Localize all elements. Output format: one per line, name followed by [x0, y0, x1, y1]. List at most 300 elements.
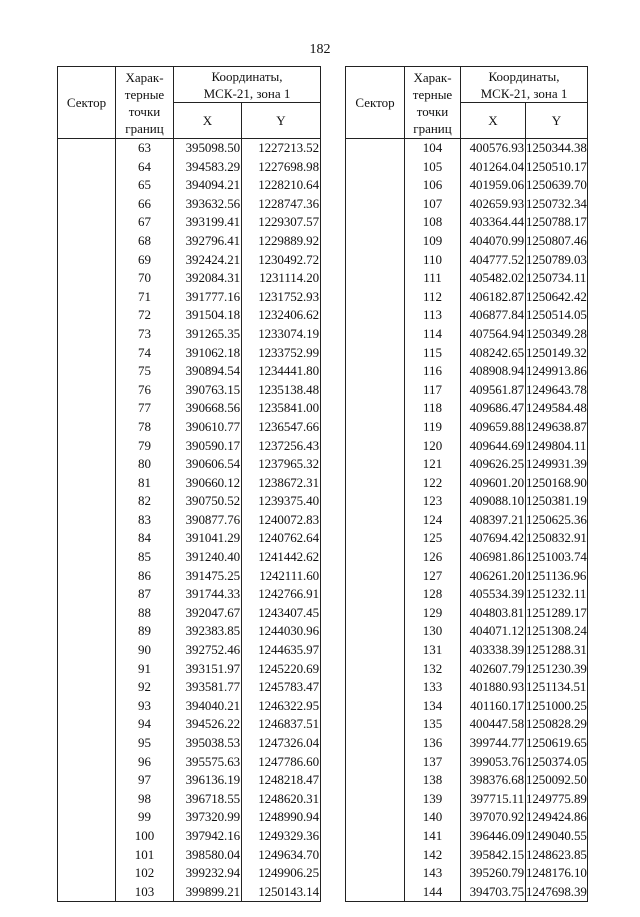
table-row	[58, 715, 321, 734]
point-number: 108	[405, 213, 461, 232]
sector-cell	[346, 771, 405, 790]
x-coordinate: 394526.22	[174, 715, 242, 734]
x-coordinate: 400576.93	[461, 139, 526, 158]
points-header-line-2: терные	[412, 86, 453, 102]
table-row	[346, 883, 588, 902]
sector-cell	[346, 641, 405, 660]
sector-cell	[346, 734, 405, 753]
point-number: 112	[405, 288, 461, 307]
sector-cell	[58, 455, 116, 474]
table-row	[58, 790, 321, 809]
x-coordinate: 395842.15	[461, 846, 526, 865]
table-row	[346, 306, 588, 325]
sector-cell	[346, 455, 405, 474]
x-coordinate: 392383.85	[174, 622, 242, 641]
y-coordinate: 1250349.28	[526, 325, 588, 344]
x-coordinate: 404071.12	[461, 622, 526, 641]
y-coordinate: 1234441.80	[242, 362, 321, 381]
y-coordinate: 1238672.31	[242, 474, 321, 493]
sector-cell	[58, 790, 116, 809]
table-row	[58, 362, 321, 381]
x-coordinate: 397942.16	[174, 827, 242, 846]
x-coordinate: 409601.20	[461, 474, 526, 493]
point-number: 99	[116, 808, 174, 827]
y-coordinate: 1245220.69	[242, 660, 321, 679]
point-number: 100	[116, 827, 174, 846]
point-number: 101	[116, 846, 174, 865]
y-coordinate: 1249424.86	[526, 808, 588, 827]
x-header: X	[461, 103, 526, 139]
y-coordinate: 1251230.39	[526, 660, 588, 679]
y-coordinate: 1249638.87	[526, 418, 588, 437]
sector-cell	[58, 362, 116, 381]
x-coordinate: 397715.11	[461, 790, 526, 809]
point-number: 95	[116, 734, 174, 753]
point-number: 116	[405, 362, 461, 381]
coordinates-table-right	[345, 66, 588, 902]
table-row	[346, 715, 588, 734]
sector-cell	[58, 306, 116, 325]
point-number: 83	[116, 511, 174, 530]
y-coordinate: 1247326.04	[242, 734, 321, 753]
point-number: 106	[405, 176, 461, 195]
y-coordinate: 1250828.29	[526, 715, 588, 734]
table-row	[346, 753, 588, 772]
point-number: 142	[405, 846, 461, 865]
x-coordinate: 390877.76	[174, 511, 242, 530]
sector-cell	[346, 585, 405, 604]
table-row	[58, 399, 321, 418]
y-coordinate: 1240762.64	[242, 529, 321, 548]
point-number: 66	[116, 195, 174, 214]
y-coordinate: 1251136.96	[526, 567, 588, 586]
table-row	[58, 511, 321, 530]
y-coordinate: 1250619.65	[526, 734, 588, 753]
point-number: 89	[116, 622, 174, 641]
table-row	[58, 158, 321, 177]
sector-cell	[58, 232, 116, 251]
sector-cell	[346, 604, 405, 623]
x-coordinate: 406981.86	[461, 548, 526, 567]
sector-cell	[346, 474, 405, 493]
y-coordinate: 1227213.52	[242, 139, 321, 158]
sector-cell	[346, 678, 405, 697]
x-coordinate: 391265.35	[174, 325, 242, 344]
sector-cell	[346, 344, 405, 363]
sector-cell	[58, 213, 116, 232]
points-header-line-1: Харак-	[413, 69, 452, 85]
x-coordinate: 394703.75	[461, 883, 526, 902]
point-number: 75	[116, 362, 174, 381]
coordinates-header-line-1: Координаты,	[488, 68, 560, 84]
y-coordinate: 1247786.60	[242, 753, 321, 772]
sector-cell	[346, 808, 405, 827]
y-coordinate: 1229307.57	[242, 213, 321, 232]
y-coordinate: 1243407.45	[242, 604, 321, 623]
table-row	[346, 251, 588, 270]
point-number: 117	[405, 381, 461, 400]
points-header-line-4: границ	[413, 120, 452, 136]
point-number: 113	[405, 306, 461, 325]
y-coordinate: 1249040.55	[526, 827, 588, 846]
y-coordinate: 1251288.31	[526, 641, 588, 660]
point-number: 138	[405, 771, 461, 790]
x-coordinate: 395575.63	[174, 753, 242, 772]
x-coordinate: 392424.21	[174, 251, 242, 270]
sector-cell	[58, 269, 116, 288]
sector-cell	[58, 158, 116, 177]
table-row	[346, 585, 588, 604]
point-number: 131	[405, 641, 461, 660]
boundary-points-header	[405, 67, 461, 139]
table-row	[58, 864, 321, 883]
sector-cell	[346, 790, 405, 809]
x-coordinate: 390668.56	[174, 399, 242, 418]
y-coordinate: 1236547.66	[242, 418, 321, 437]
point-number: 139	[405, 790, 461, 809]
table-row	[58, 697, 321, 716]
x-coordinate: 391240.40	[174, 548, 242, 567]
sector-cell	[346, 269, 405, 288]
x-coordinate: 401959.06	[461, 176, 526, 195]
y-coordinate: 1250625.36	[526, 511, 588, 530]
x-coordinate: 404070.99	[461, 232, 526, 251]
coordinates-table-left	[57, 66, 321, 902]
y-coordinate: 1250092.50	[526, 771, 588, 790]
point-number: 105	[405, 158, 461, 177]
sector-cell	[346, 660, 405, 679]
sector-cell	[58, 511, 116, 530]
x-coordinate: 397070.92	[461, 808, 526, 827]
table-row	[58, 808, 321, 827]
table-row	[346, 437, 588, 456]
y-coordinate: 1250381.19	[526, 492, 588, 511]
sector-cell	[346, 362, 405, 381]
point-number: 86	[116, 567, 174, 586]
x-coordinate: 391062.18	[174, 344, 242, 363]
y-coordinate: 1248990.94	[242, 808, 321, 827]
y-coordinate: 1235841.00	[242, 399, 321, 418]
x-coordinate: 393581.77	[174, 678, 242, 697]
point-number: 102	[116, 864, 174, 883]
y-coordinate: 1249329.36	[242, 827, 321, 846]
sector-cell	[346, 399, 405, 418]
y-coordinate: 1249584.48	[526, 399, 588, 418]
x-coordinate: 397320.99	[174, 808, 242, 827]
x-coordinate: 406261.20	[461, 567, 526, 586]
y-coordinate: 1250374.05	[526, 753, 588, 772]
sector-cell	[346, 306, 405, 325]
point-number: 103	[116, 883, 174, 902]
table-row	[346, 864, 588, 883]
x-coordinate: 401264.04	[461, 158, 526, 177]
table-row	[346, 604, 588, 623]
x-coordinate: 391744.33	[174, 585, 242, 604]
table-row	[58, 734, 321, 753]
x-coordinate: 390606.54	[174, 455, 242, 474]
y-coordinate: 1249906.25	[242, 864, 321, 883]
x-coordinate: 393632.56	[174, 195, 242, 214]
table-row	[58, 827, 321, 846]
point-number: 70	[116, 269, 174, 288]
x-coordinate: 406877.84	[461, 306, 526, 325]
y-coordinate: 1244635.97	[242, 641, 321, 660]
point-number: 84	[116, 529, 174, 548]
y-header: Y	[242, 103, 321, 139]
y-coordinate: 1250789.03	[526, 251, 588, 270]
sector-cell	[346, 232, 405, 251]
point-number: 126	[405, 548, 461, 567]
x-coordinate: 409644.69	[461, 437, 526, 456]
y-coordinate: 1244030.96	[242, 622, 321, 641]
point-number: 97	[116, 771, 174, 790]
points-header-line-3: точки	[128, 103, 161, 119]
x-coordinate: 402607.79	[461, 660, 526, 679]
y-coordinate: 1247698.39	[526, 883, 588, 902]
x-coordinate: 404803.81	[461, 604, 526, 623]
x-coordinate: 408397.21	[461, 511, 526, 530]
y-coordinate: 1249931.39	[526, 455, 588, 474]
y-coordinate: 1242111.60	[242, 567, 321, 586]
y-coordinate: 1245783.47	[242, 678, 321, 697]
x-coordinate: 396136.19	[174, 771, 242, 790]
y-coordinate: 1237256.43	[242, 437, 321, 456]
x-coordinate: 396446.09	[461, 827, 526, 846]
sector-cell	[58, 418, 116, 437]
point-number: 136	[405, 734, 461, 753]
sector-cell	[58, 753, 116, 772]
table-row	[58, 622, 321, 641]
x-coordinate: 405534.39	[461, 585, 526, 604]
y-coordinate: 1250807.46	[526, 232, 588, 251]
table-row	[346, 548, 588, 567]
sector-cell	[346, 176, 405, 195]
table-row	[346, 790, 588, 809]
point-number: 79	[116, 437, 174, 456]
x-coordinate: 409088.10	[461, 492, 526, 511]
sector-cell	[58, 846, 116, 865]
x-coordinate: 399899.21	[174, 883, 242, 902]
sector-cell	[346, 288, 405, 307]
sector-cell	[58, 195, 116, 214]
sector-cell	[58, 585, 116, 604]
point-number: 78	[116, 418, 174, 437]
sector-cell	[346, 548, 405, 567]
point-number: 135	[405, 715, 461, 734]
table-row	[58, 641, 321, 660]
x-coordinate: 392796.41	[174, 232, 242, 251]
table-row	[58, 771, 321, 790]
table-row	[346, 827, 588, 846]
coordinates-header-line-2: МСК-21, зона 1	[203, 85, 291, 101]
y-coordinate: 1249913.86	[526, 362, 588, 381]
point-number: 122	[405, 474, 461, 493]
point-number: 90	[116, 641, 174, 660]
sector-header: Сектор	[58, 67, 116, 139]
table-row	[346, 362, 588, 381]
x-coordinate: 409686.47	[461, 399, 526, 418]
x-coordinate: 405482.02	[461, 269, 526, 288]
table-row	[58, 344, 321, 363]
x-coordinate: 390763.15	[174, 381, 242, 400]
table-row	[346, 622, 588, 641]
table-row	[346, 511, 588, 530]
sector-cell	[58, 622, 116, 641]
x-coordinate: 400447.58	[461, 715, 526, 734]
y-header: Y	[526, 103, 588, 139]
x-coordinate: 392084.31	[174, 269, 242, 288]
table-row	[346, 158, 588, 177]
point-number: 115	[405, 344, 461, 363]
table-row	[346, 660, 588, 679]
y-coordinate: 1248176.10	[526, 864, 588, 883]
x-coordinate: 391777.16	[174, 288, 242, 307]
y-coordinate: 1235138.48	[242, 381, 321, 400]
sector-cell	[58, 437, 116, 456]
y-coordinate: 1240072.83	[242, 511, 321, 530]
y-coordinate: 1233074.19	[242, 325, 321, 344]
x-coordinate: 409561.87	[461, 381, 526, 400]
point-number: 96	[116, 753, 174, 772]
x-coordinate: 393151.97	[174, 660, 242, 679]
point-number: 118	[405, 399, 461, 418]
x-coordinate: 390750.52	[174, 492, 242, 511]
x-coordinate: 395038.53	[174, 734, 242, 753]
x-coordinate: 399744.77	[461, 734, 526, 753]
sector-cell	[58, 139, 116, 158]
x-coordinate: 392047.67	[174, 604, 242, 623]
points-header-line-3: точки	[416, 103, 449, 119]
y-coordinate: 1251003.74	[526, 548, 588, 567]
point-number: 77	[116, 399, 174, 418]
y-coordinate: 1250143.14	[242, 883, 321, 902]
x-coordinate: 391041.29	[174, 529, 242, 548]
sector-cell	[58, 660, 116, 679]
table-row	[346, 232, 588, 251]
table-row	[58, 604, 321, 623]
coordinates-header	[174, 67, 321, 103]
x-coordinate: 390610.77	[174, 418, 242, 437]
table-row	[346, 641, 588, 660]
y-coordinate: 1248620.31	[242, 790, 321, 809]
point-number: 120	[405, 437, 461, 456]
point-number: 81	[116, 474, 174, 493]
table-row	[346, 399, 588, 418]
sector-cell	[58, 325, 116, 344]
y-coordinate: 1249634.70	[242, 846, 321, 865]
table-row	[346, 808, 588, 827]
point-number: 110	[405, 251, 461, 270]
y-coordinate: 1250832.91	[526, 529, 588, 548]
point-number: 111	[405, 269, 461, 288]
x-coordinate: 409626.25	[461, 455, 526, 474]
x-coordinate: 395260.79	[461, 864, 526, 883]
sector-cell	[58, 474, 116, 493]
sector-cell	[346, 511, 405, 530]
table-row	[346, 529, 588, 548]
table-row	[346, 567, 588, 586]
table-row	[346, 734, 588, 753]
y-coordinate: 1228747.36	[242, 195, 321, 214]
table-row	[58, 288, 321, 307]
y-coordinate: 1250639.70	[526, 176, 588, 195]
y-coordinate: 1231114.20	[242, 269, 321, 288]
page-number: 182	[309, 42, 331, 57]
table-row	[58, 585, 321, 604]
y-coordinate: 1249804.11	[526, 437, 588, 456]
points-header-line-1: Харак-	[125, 69, 164, 85]
point-number: 72	[116, 306, 174, 325]
sector-cell	[58, 678, 116, 697]
coordinates-header	[461, 67, 588, 103]
table-row	[58, 753, 321, 772]
y-coordinate: 1250510.17	[526, 158, 588, 177]
point-number: 92	[116, 678, 174, 697]
y-coordinate: 1227698.98	[242, 158, 321, 177]
point-number: 94	[116, 715, 174, 734]
sector-cell	[346, 492, 405, 511]
x-coordinate: 391504.18	[174, 306, 242, 325]
x-coordinate: 403338.39	[461, 641, 526, 660]
coordinates-table-right-body	[346, 139, 588, 902]
sector-cell	[58, 492, 116, 511]
table-row	[346, 213, 588, 232]
sector-cell	[58, 734, 116, 753]
sector-cell	[58, 548, 116, 567]
point-number: 80	[116, 455, 174, 474]
table-row	[346, 678, 588, 697]
points-header-line-2: терные	[124, 86, 165, 102]
x-coordinate: 399053.76	[461, 753, 526, 772]
point-number: 133	[405, 678, 461, 697]
sector-cell	[346, 325, 405, 344]
y-coordinate: 1239375.40	[242, 492, 321, 511]
table-row	[346, 474, 588, 493]
sector-cell	[58, 251, 116, 270]
sector-cell	[346, 139, 405, 158]
point-number: 88	[116, 604, 174, 623]
x-coordinate: 396718.55	[174, 790, 242, 809]
point-number: 121	[405, 455, 461, 474]
sector-cell	[346, 622, 405, 641]
points-header-line-4: границ	[125, 120, 164, 136]
table-row	[346, 325, 588, 344]
point-number: 63	[116, 139, 174, 158]
table-row	[58, 139, 321, 158]
table-row	[58, 846, 321, 865]
x-coordinate: 390590.17	[174, 437, 242, 456]
y-coordinate: 1251232.11	[526, 585, 588, 604]
table-row	[346, 846, 588, 865]
y-coordinate: 1242766.91	[242, 585, 321, 604]
sector-cell	[58, 288, 116, 307]
y-coordinate: 1237965.32	[242, 455, 321, 474]
y-coordinate: 1251308.24	[526, 622, 588, 641]
x-coordinate: 407564.94	[461, 325, 526, 344]
table-row	[346, 697, 588, 716]
point-number: 129	[405, 604, 461, 623]
point-number: 68	[116, 232, 174, 251]
x-coordinate: 394040.21	[174, 697, 242, 716]
point-number: 104	[405, 139, 461, 158]
table-row	[58, 251, 321, 270]
point-number: 132	[405, 660, 461, 679]
point-number: 93	[116, 697, 174, 716]
point-number: 74	[116, 344, 174, 363]
x-coordinate: 409659.88	[461, 418, 526, 437]
table-row	[346, 492, 588, 511]
sector-cell	[58, 604, 116, 623]
